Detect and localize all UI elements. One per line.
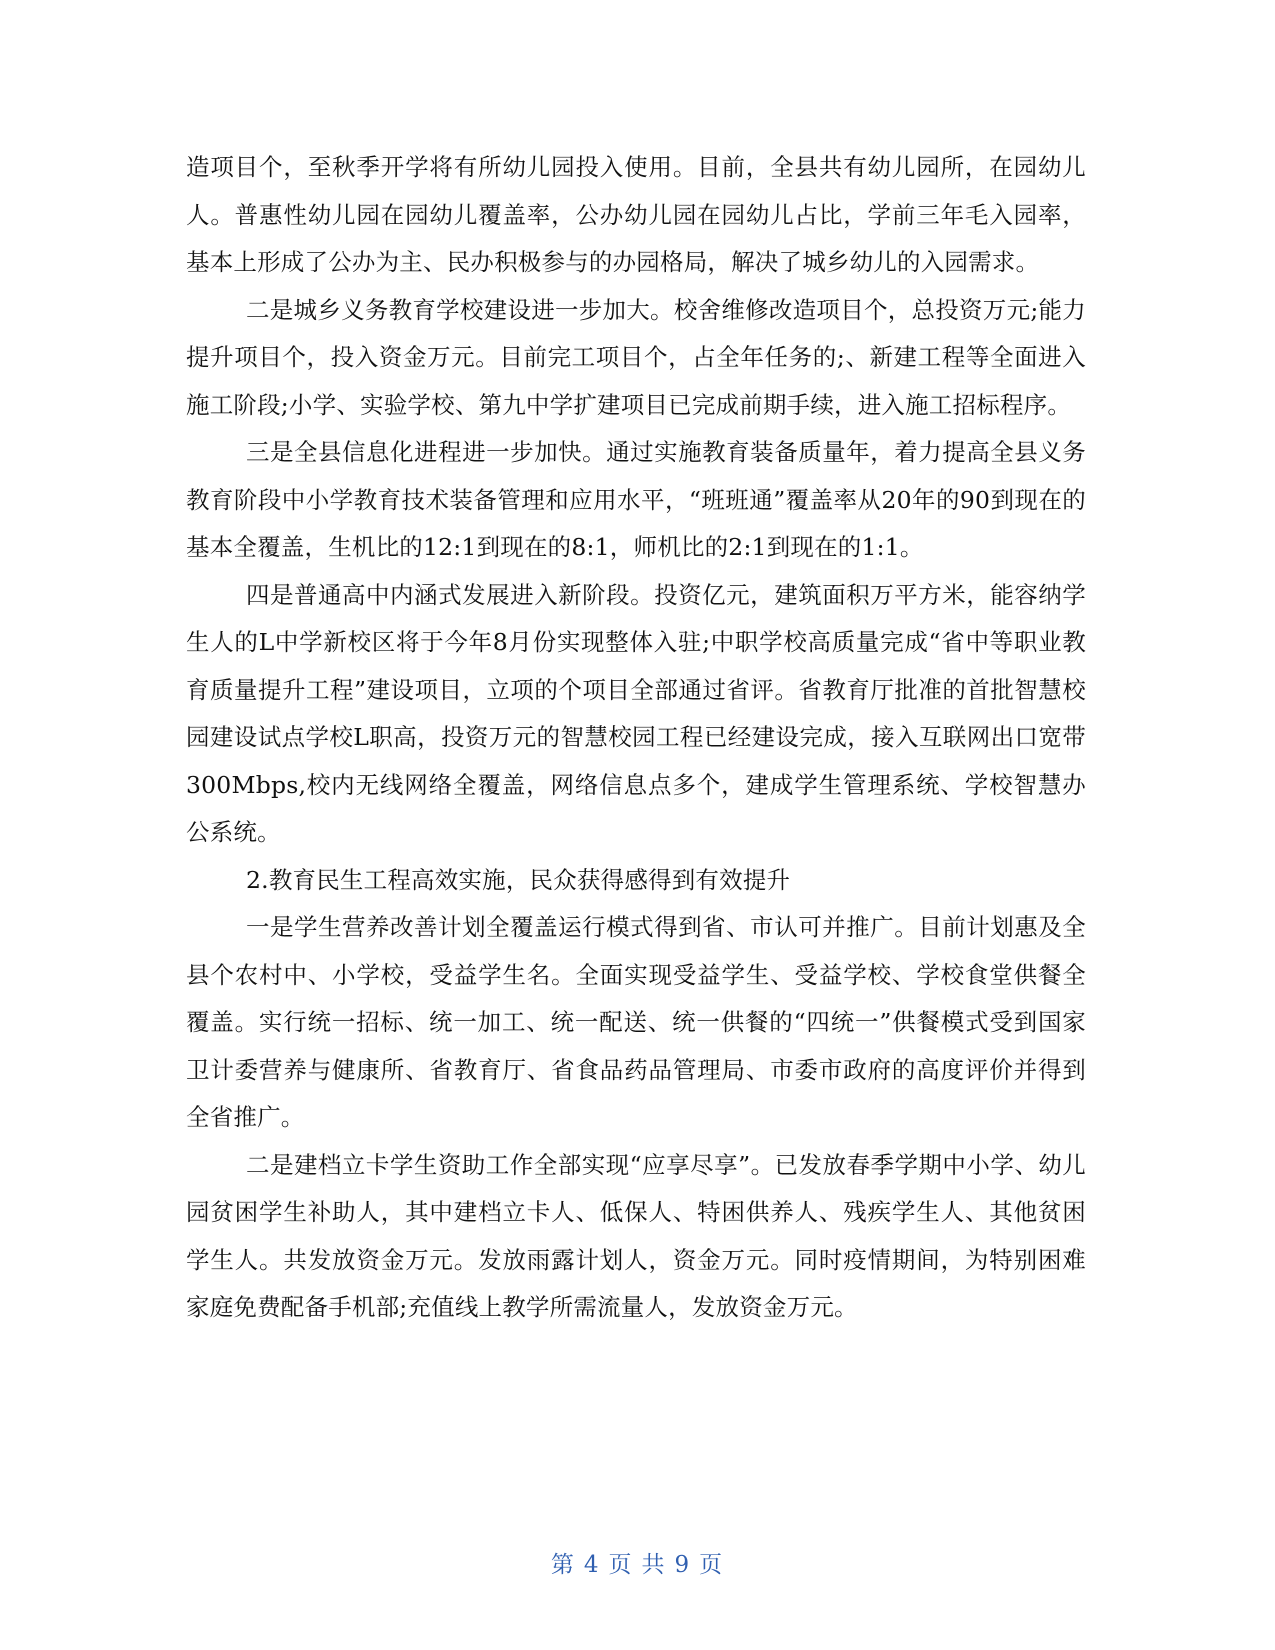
footer-total-word: 共 [641, 1552, 667, 1578]
paragraph-student-aid: 二是建档立卡学生资助工作全部实现“应享尽享”。已发放春季学期中小学、幼儿园贫困学生补助人，其中建档立卡人、低保人、特困供养人、残疾学生人、其他贫困学生人。共发放资金万元。发放雨露计划人，资金万元。同时疫情期间，为特别困难家庭免费配备手机部;充值线上教学所需流量人，发放资金万元。 [186, 1150, 1086, 1321]
paragraph-high-school: 四是普通高中内涵式发展进入新阶段。投资亿元，建筑面积万平方米，能容纳学生人的L中学新校区将于今年8月份实现整体入驻;中职学校高质量完成“省中等职业教育质量提升工程”建设项目，立项的个项目全部通过省评。省教育厅批准的首批智慧校园建设试点学校L职高，投资万元的智慧校园工程已经建设完成，接入互联网出口宽带300Mbps,校内无线网络全覆盖，网络信息点多个，建成学生管理系统、学校智慧办公系统。 [186, 580, 1086, 846]
footer-page-word: 页 [608, 1552, 634, 1578]
paragraph-compulsory-education: 二是城乡义务教育学校建设进一步加大。校舍维修改造项目个，总投资万元;能力提升项目个，投入资金万元。目前完工项目个，占全年任务的;、新建工程等全面进入施工阶段;小学、实验学校、第九中学扩建项目已完成前期手续，进入施工招标程序。 [186, 295, 1086, 419]
section-heading-livelihood: 2.教育民生工程高效实施，民众获得感得到有效提升 [246, 865, 791, 894]
paragraph-nutrition-plan: 一是学生营养改善计划全覆盖运行模式得到省、市认可并推广。目前计划惠及全县个农村中、小学校，受益学生名。全面实现受益学生、受益学校、学校食堂供餐全覆盖。实行统一招标、统一加工、统一配送、统一供餐的“四统一”供餐模式受到国家卫计委营养与健康所、省教育厅、省食品药品管理局、市委市政府的高度评价并得到全省推广。 [186, 913, 1086, 1131]
footer-prefix: 第 [550, 1552, 576, 1578]
paragraph-kindergarten: 造项目个，至秋季开学将有所幼儿园投入使用。目前，全县共有幼儿园所，在园幼儿人。普惠性幼儿园在园幼儿覆盖率，公办幼儿园在园幼儿占比，学前三年毛入园率，基本上形成了公办为主、民办积极参与的办园格局，解决了城乡幼儿的入园需求。 [186, 153, 1086, 276]
footer-suffix: 页 [699, 1552, 725, 1578]
paragraph-informatization: 三是全县信息化进程进一步加快。通过实施教育装备质量年，着力提高全县义务教育阶段中小学教育技术装备管理和应用水平，“班班通”覆盖率从20年的90到现在的基本全覆盖，生机比的12:1到现在的8:1，师机比的2:1到现在的1:1。 [186, 438, 1086, 561]
footer-total-pages: 9 [674, 1552, 692, 1578]
page-footer [0, 1546, 1275, 1579]
document-body [186, 144, 1086, 1332]
footer-current-page: 4 [583, 1552, 601, 1578]
